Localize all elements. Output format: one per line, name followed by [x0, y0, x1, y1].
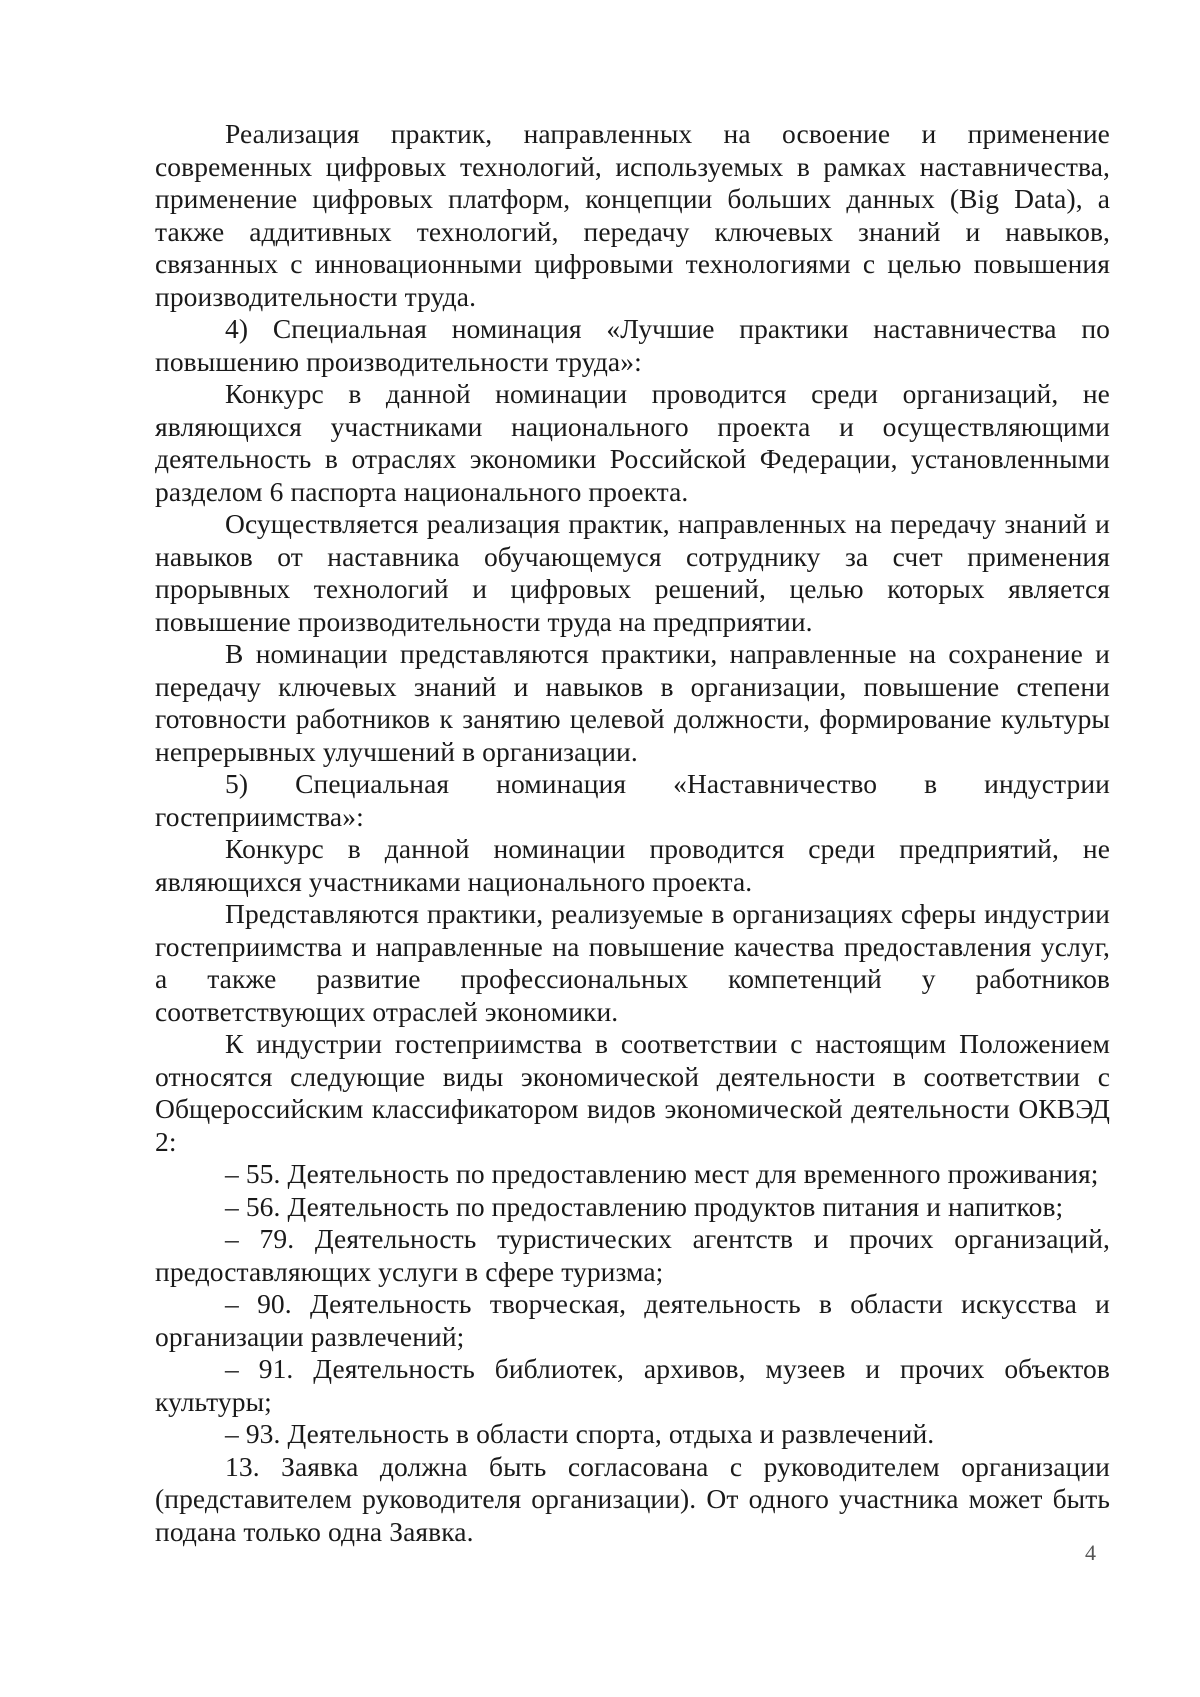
paragraph-nomination-4-implementation: Осуществляется реализация практик, направленных на передачу знаний и навыков от наставника обучающемуся сотруднику за счет применения прорывных технологий и цифровых решений, целью которых является повышение производительности труда на предприятии.	[155, 508, 1110, 637]
list-item-okved-93: – 93. Деятельность в области спорта, отдыха и развлечений.	[225, 1418, 935, 1449]
paragraph-nomination-4-participants: Конкурс в данной номинации проводится среди организаций, не являющихся участниками национального проекта и осуществляющими деятельность в отраслях экономики Российской Федерации, установленными разделом 6 паспорта национального проекта.	[155, 378, 1110, 507]
paragraph-digital-practices: Реализация практик, направленных на освоение и применение современных цифровых технологий, используемых в рамках наставничества, применение цифровых платформ, концепции больших данных (Big Data), а также аддитивных технологий, передачу ключевых знаний и навыков, связанных с инновационными цифровыми технологиями с целью повышения производительности труда.	[155, 118, 1110, 312]
paragraph-nomination-5-practices: Представляются практики, реализуемые в организациях сферы индустрии гостеприимства и направленные на повышение качества предоставления услуг, а также развитие профессиональных компетенций у работников соответствующих отраслей экономики.	[155, 898, 1110, 1027]
paragraph-hospitality-okved: К индустрии гостеприимства в соответствии с настоящим Положением относятся следующие виды экономической деятельности в соответствии с Общероссийским классификатором видов экономической деятельности ОКВЭД 2:	[155, 1028, 1110, 1157]
paragraph-item-13-application: 13. Заявка должна быть согласована с руководителем организации (представителем руководителя организации). От одного участника может быть подана только одна Заявка.	[155, 1450, 1110, 1547]
list-item-okved-79: – 79. Деятельность туристических агентств и прочих организаций, предоставляющих услуги в сфере туризма;	[155, 1223, 1110, 1287]
paragraph-nomination-4-practices: В номинации представляются практики, направленные на сохранение и передачу ключевых знаний и навыков в организации, повышение степени готовности работников к занятию целевой должности, формирование культуры непрерывных улучшений в организации.	[155, 638, 1110, 767]
paragraph-nomination-5-heading: 5) Специальная номинация «Наставничество в индустрии гостеприимства»:	[155, 768, 1110, 832]
paragraph-nomination-4-heading: 4) Специальная номинация «Лучшие практики наставничества по повышению производительности труда»:	[155, 313, 1110, 377]
list-item-okved-56: – 56. Деятельность по предоставлению продуктов питания и напитков;	[225, 1190, 1064, 1222]
list-item-okved-55: – 55. Деятельность по предоставлению мест для временного проживания;	[225, 1158, 1099, 1189]
list-item-okved-91: – 91. Деятельность библиотек, архивов, музеев и прочих объектов культуры;	[155, 1353, 1110, 1417]
paragraph-nomination-5-participants: Конкурс в данной номинации проводится среди предприятий, не являющихся участниками национального проекта.	[155, 833, 1110, 897]
page-number: 4	[1085, 1540, 1096, 1565]
document-body	[155, 118, 1110, 1548]
list-item-okved-90: – 90. Деятельность творческая, деятельность в области искусства и организации развлечений;	[155, 1288, 1110, 1352]
